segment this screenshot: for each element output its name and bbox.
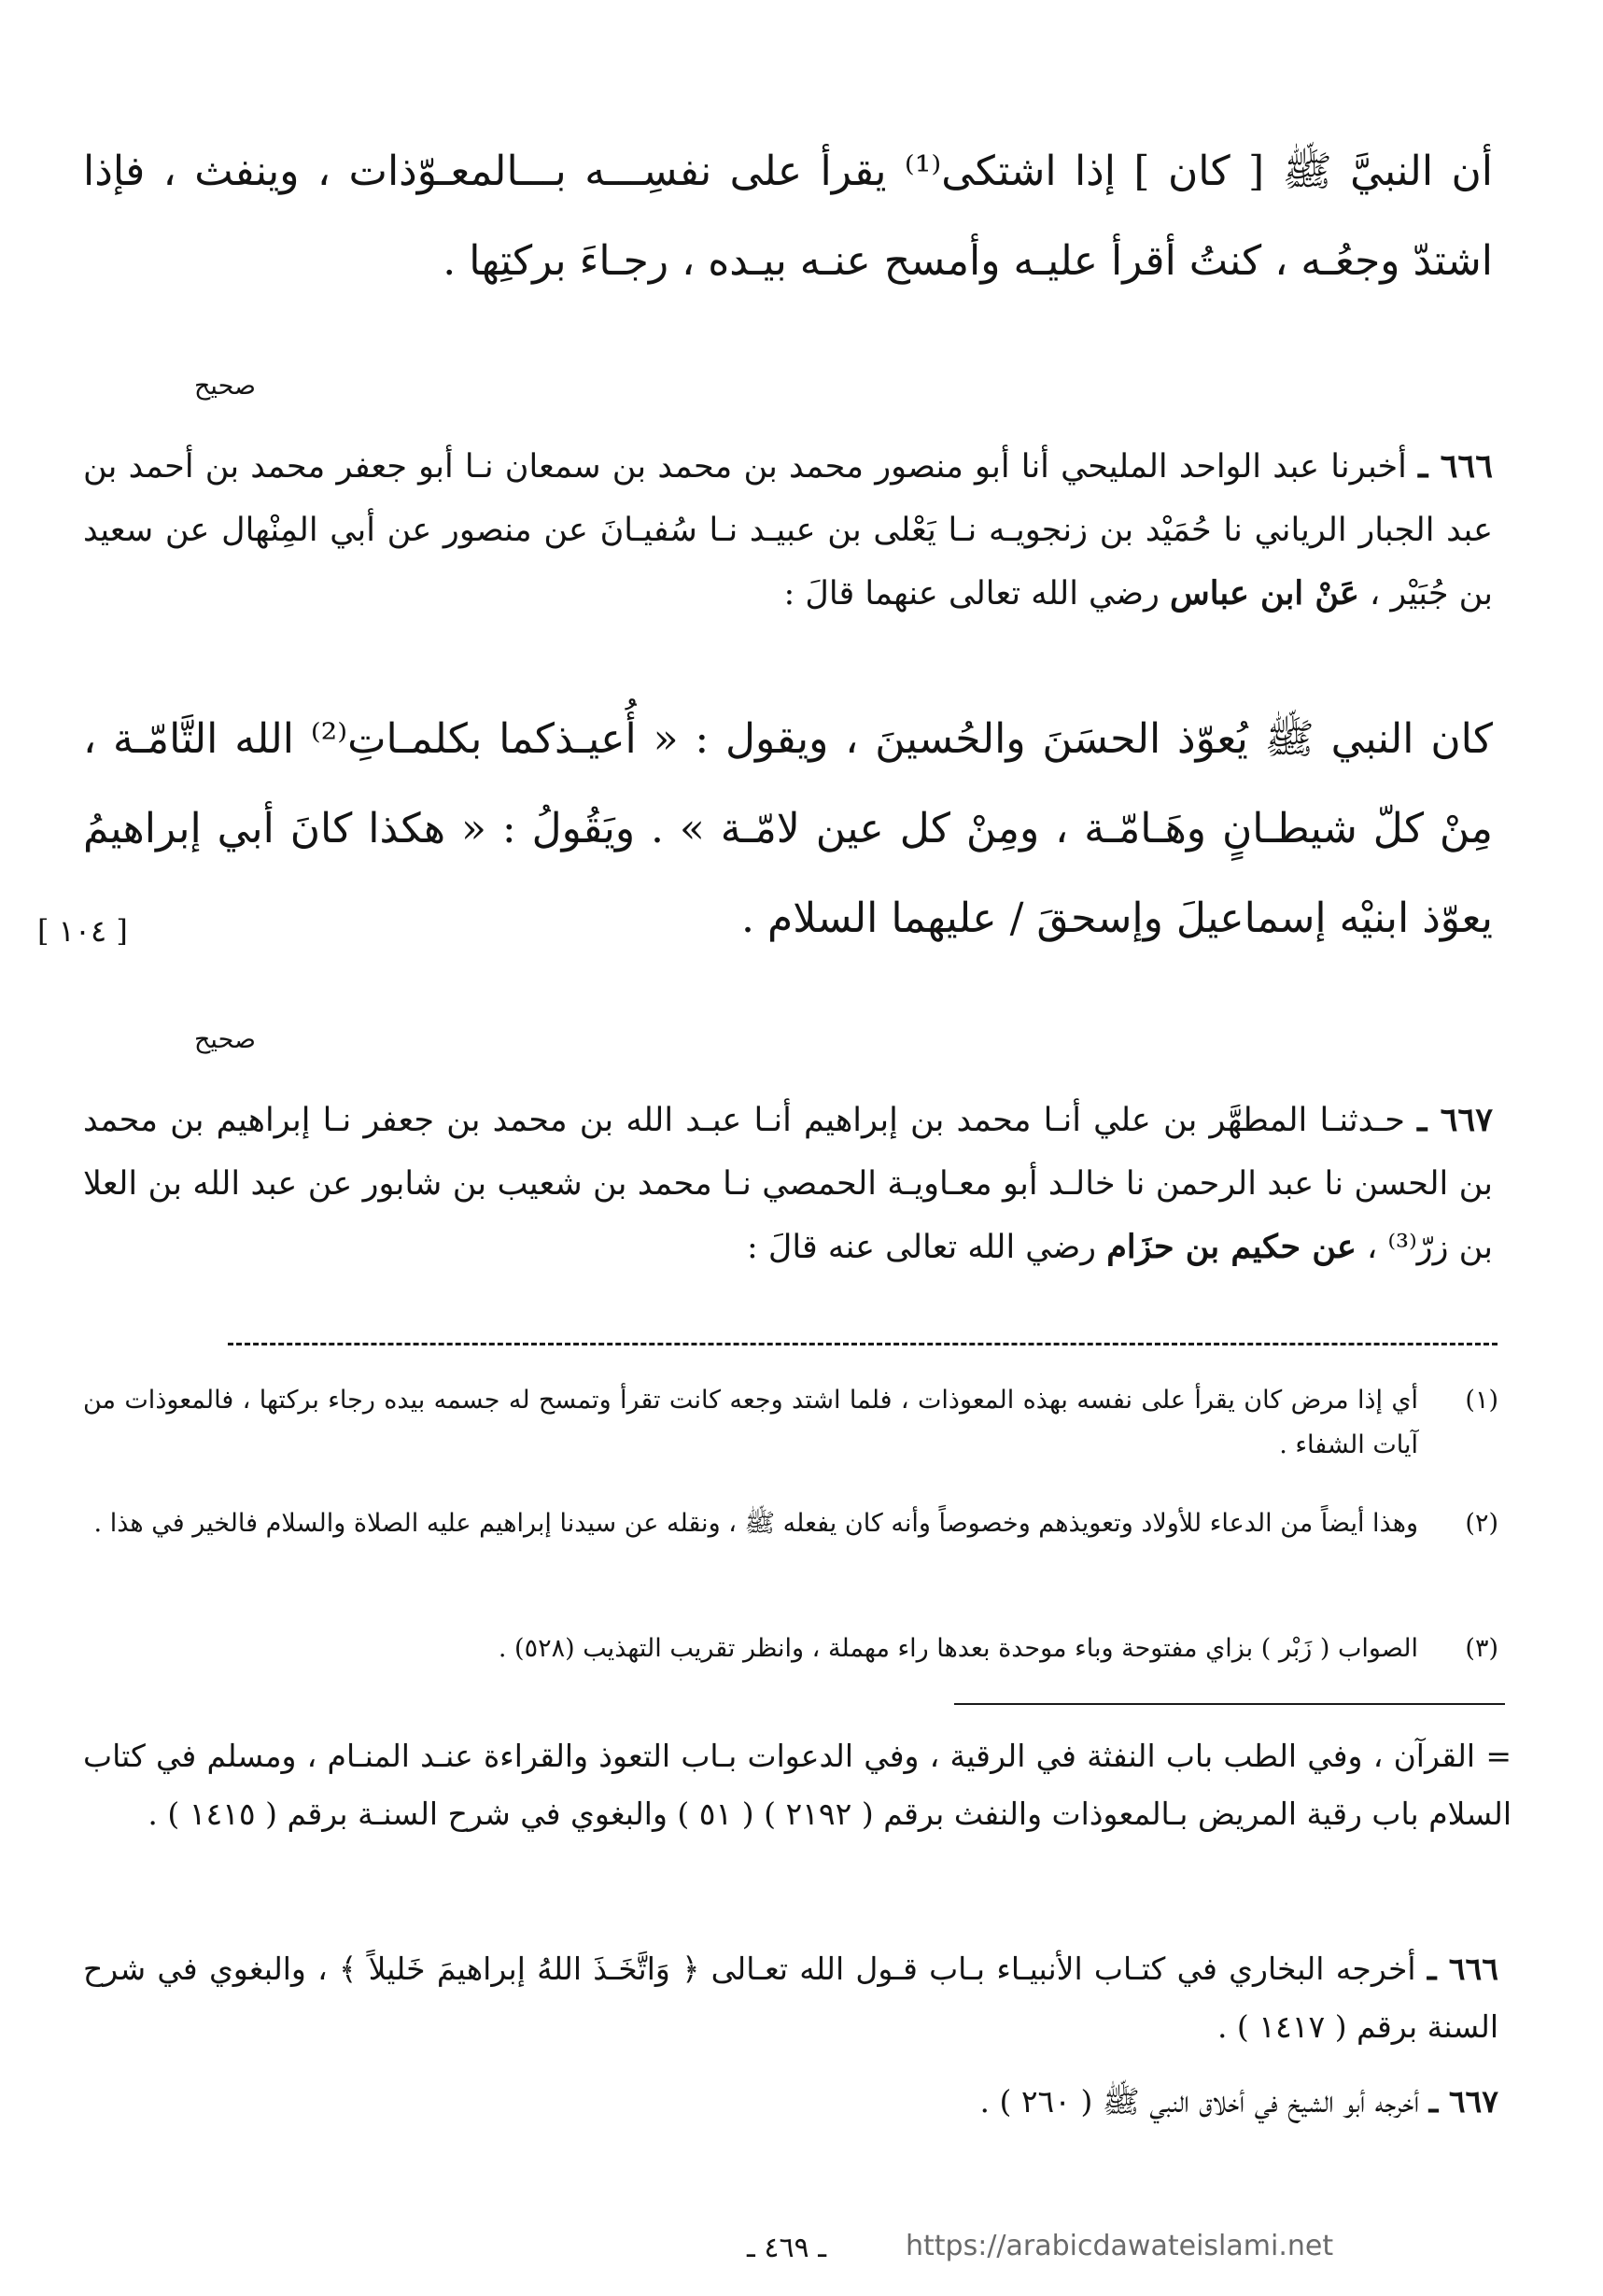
footnote-2-number: (٢)	[1465, 1509, 1498, 1538]
footnote-3-number: (٣)	[1465, 1634, 1498, 1663]
takhrij-666-text: أخرجه البخاري في كتـاب الأنبيـاء بـاب قـول الله تعـالى ﴿ وَاتَّخَـذَ اللهُ إبراهيمَ خَليلاً ﴾ ، والبغوي في شرح السنة برقم ( ١٤١٧ ) .	[83, 1951, 1498, 2045]
takhrij-667-text: أخرجه أبو الشيخ في أخلاق النبي ﷺ ( ٢٦٠ ) .	[979, 2083, 1420, 2120]
hadith-665-text: أن النبيَّ ﷺ [ كان ] إذا اشتكى⁽¹⁾ يقرأ على نفسِـــه بـــالمعـوّذات ، وينفث ، فإذا اشتدّ وجعُـه ، كنتُ أقرأ عليـه وأمسح عنـه بيـده ، رجـاءَ بركتِها .	[83, 148, 1493, 285]
dashed-separator	[228, 1343, 1498, 1345]
takhrij-continued	[83, 1727, 1512, 1843]
hadith-666-narrator: عَنْ ابن عباس	[1170, 574, 1359, 613]
page-number: ـ ٤٦٩ ـ	[747, 2232, 826, 2264]
takhrij-666	[83, 1940, 1498, 2056]
margin-page-reference: [ ١٠٤ ]	[37, 913, 128, 949]
footnote-1-text: أي إذا مرض كان يقرأ على نفسه بهذه المعوذات ، فلما اشتد وجعه كانت تقرأ وتمسح له جسمه بيده رجاء بركتها ، فالمعوذات من آيات الشفاء .	[83, 1386, 1418, 1459]
hadith-667-chain: حـدثنـا المطهَّر بن علي أنـا محمد بن إبراهيم أنـا عبـد الله بن محمد بن جعفر نـا إبراهيم بن محمد بن الحسن نا عبد الرحمن نا خالـد أبو معـاويـة الحمصي نـا محمد بن شعيب بن شابور عن عبد الله بن العلا بن زرّ⁽³⁾ ،	[83, 1102, 1493, 1266]
continuation-marker: =	[1485, 1738, 1512, 1774]
footnote-2	[83, 1501, 1498, 1546]
hadith-666-chain-end: رضي الله تعالى عنهما قالَ :	[783, 575, 1160, 613]
hadith-666-chain: أخبرنا عبد الواحد المليحي أنا أبو منصور محمد بن محمد بن سمعان نـا أبو جعفر محمد بن أحمد بن عبد الجبار الرياني نا حُمَيْد بن زنجويـه نـا يَعْلى بن عبيـد نـا سُفيـانَ عن منصور عن أبي المِنْهال عن سعيد بن جُبَيْر ،	[83, 448, 1493, 613]
hadith-665-grade: صحيح	[194, 372, 256, 401]
footnote-2-text: وهذا أيضاً من الدعاء للأولاد وتعويذهم وخصوصاً وأنه كان يفعله ﷺ ، ونقله عن سيدنا إبراهيم عليه الصلاة والسلام فالخير في هذا .	[93, 1509, 1418, 1538]
hadith-666-grade: صحيح	[194, 1025, 256, 1054]
takhrij-continued-text: القرآن ، وفي الطب باب النفثة في الرقية ، وفي الدعوات بـاب التعوذ والقراءة عنـد المنـام ، ومسلم في كتاب السلام باب رقية المريض بـالمعوذات والنفث برقم ( ٢١٩٢ ) ( ٥١ ) والبغوي في شرح السنـة برقم ( ١٤١٥ ) .	[83, 1738, 1512, 1832]
footnote-3	[83, 1627, 1498, 1671]
watermark-url: https://arabicdawateislami.net	[906, 2230, 1334, 2262]
footnote-3-text: الصواب ( زَبْر ) بزاي مفتوحة وباء موحدة بعدها راء مهملة ، وانظر تقريب التهذيب (٥٢٨) .	[498, 1634, 1418, 1663]
takhrij-separator	[954, 1703, 1505, 1705]
hadith-666-number: ٦٦٦ ـ	[1418, 447, 1493, 486]
footnote-1-number: (١)	[1465, 1386, 1498, 1415]
hadith-667-chain-end: رضي الله تعالى عنه قالَ :	[746, 1229, 1097, 1266]
takhrij-667	[83, 2073, 1498, 2131]
takhrij-666-number: ٦٦٦ ـ	[1427, 1951, 1498, 1987]
hadith-667-isnad	[83, 1089, 1493, 1279]
hadith-667-number: ٦٦٧ ـ	[1417, 1101, 1493, 1139]
hadith-666-text: كان النبي ﷺ يُعوّذ الحسَنَ والحُسينَ ، ويقول : « أُعيـذكما بكلمـاتِ⁽²⁾ الله التَّامّـة ، مِنْ كلّ شيطـانٍ وهَـامّـة ، ومِنْ كل عين لامّـة » . ويَقُولُ : « هكذا كانَ أبي إبراهيمُ يعوّذ ابنيْه إسماعيلَ وإسحقَ / عليهما السلام .	[83, 715, 1493, 942]
hadith-666-isnad	[83, 435, 1493, 626]
footnote-1	[83, 1378, 1498, 1468]
hadith-667-narrator: عن حكيم بن حزَام	[1106, 1228, 1357, 1266]
takhrij-667-number: ٦٦٧ ـ	[1428, 2083, 1498, 2120]
